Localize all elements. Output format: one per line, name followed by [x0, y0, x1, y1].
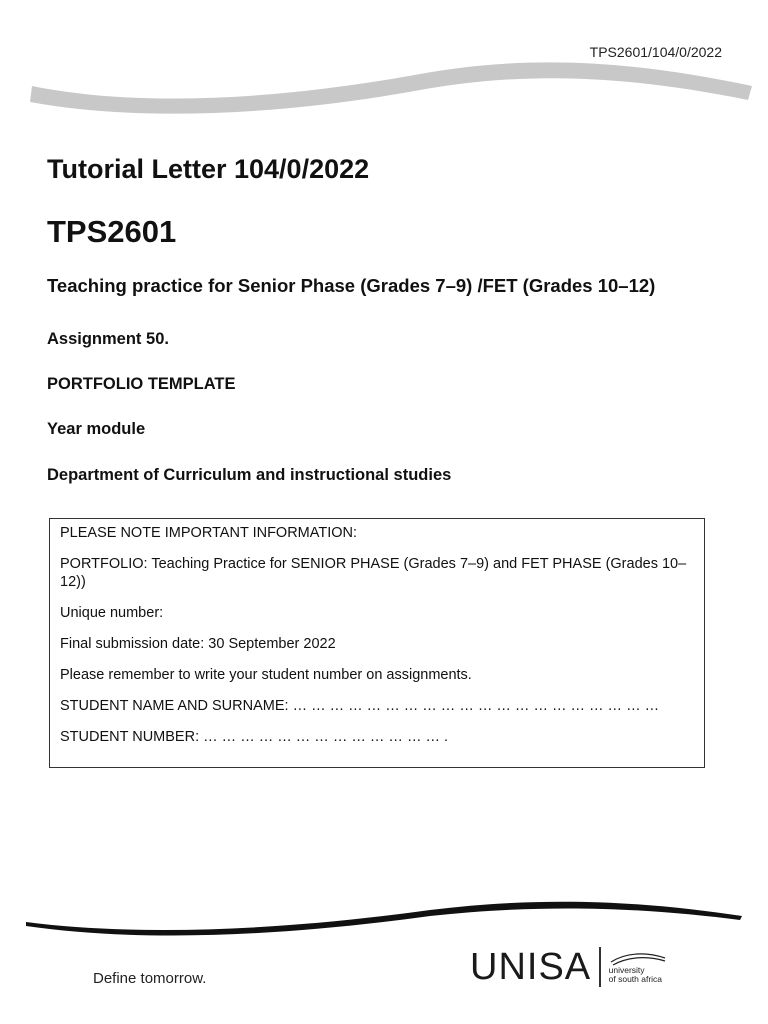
- tagline: Define tomorrow.: [93, 970, 207, 987]
- notice-portfolio: PORTFOLIO: Teaching Practice for SENIOR PHASE (Grades 7–9) and FET PHASE (Grades 10–12)): [60, 556, 687, 590]
- module-type-label: Year module: [47, 420, 146, 438]
- portfolio-label: PORTFOLIO TEMPLATE: [47, 375, 236, 393]
- decorative-band-top: [0, 0, 768, 120]
- logo-line-university: university: [608, 965, 645, 975]
- module-code: TPS2601: [47, 214, 177, 249]
- notice-unique-number: Unique number:: [60, 605, 164, 621]
- important-information-box: [49, 518, 705, 768]
- department-label: Department of Curriculum and instructional studies: [47, 466, 452, 484]
- decorative-band-bottom: [0, 880, 768, 940]
- notice-student-name: STUDENT NAME AND SURNAME: … … … … … … … … … … … … … … … … … … … …: [60, 698, 660, 714]
- assignment-label: Assignment 50.: [47, 330, 169, 348]
- unisa-logo: [470, 944, 667, 990]
- notice-submission-date: Final submission date: 30 September 2022: [60, 636, 336, 652]
- logo-line-country: of south africa: [608, 974, 663, 984]
- notice-heading: PLEASE NOTE IMPORTANT INFORMATION:: [60, 525, 358, 541]
- tutorial-letter-title: Tutorial Letter 104/0/2022: [47, 154, 370, 184]
- logo-divider: [599, 947, 601, 987]
- logo-emblem: [609, 950, 667, 984]
- document-reference: TPS2601/104/0/2022: [589, 44, 722, 60]
- logo-lines-icon: [609, 950, 667, 966]
- logo-wordmark: UNISA: [470, 946, 592, 988]
- module-subtitle: Teaching practice for Senior Phase (Grades 7–9) /FET (Grades 10–12): [47, 275, 656, 296]
- notice-reminder: Please remember to write your student number on assignments.: [60, 667, 472, 683]
- notice-student-number: STUDENT NUMBER: … … … … … … … … … … … … … .: [60, 729, 449, 745]
